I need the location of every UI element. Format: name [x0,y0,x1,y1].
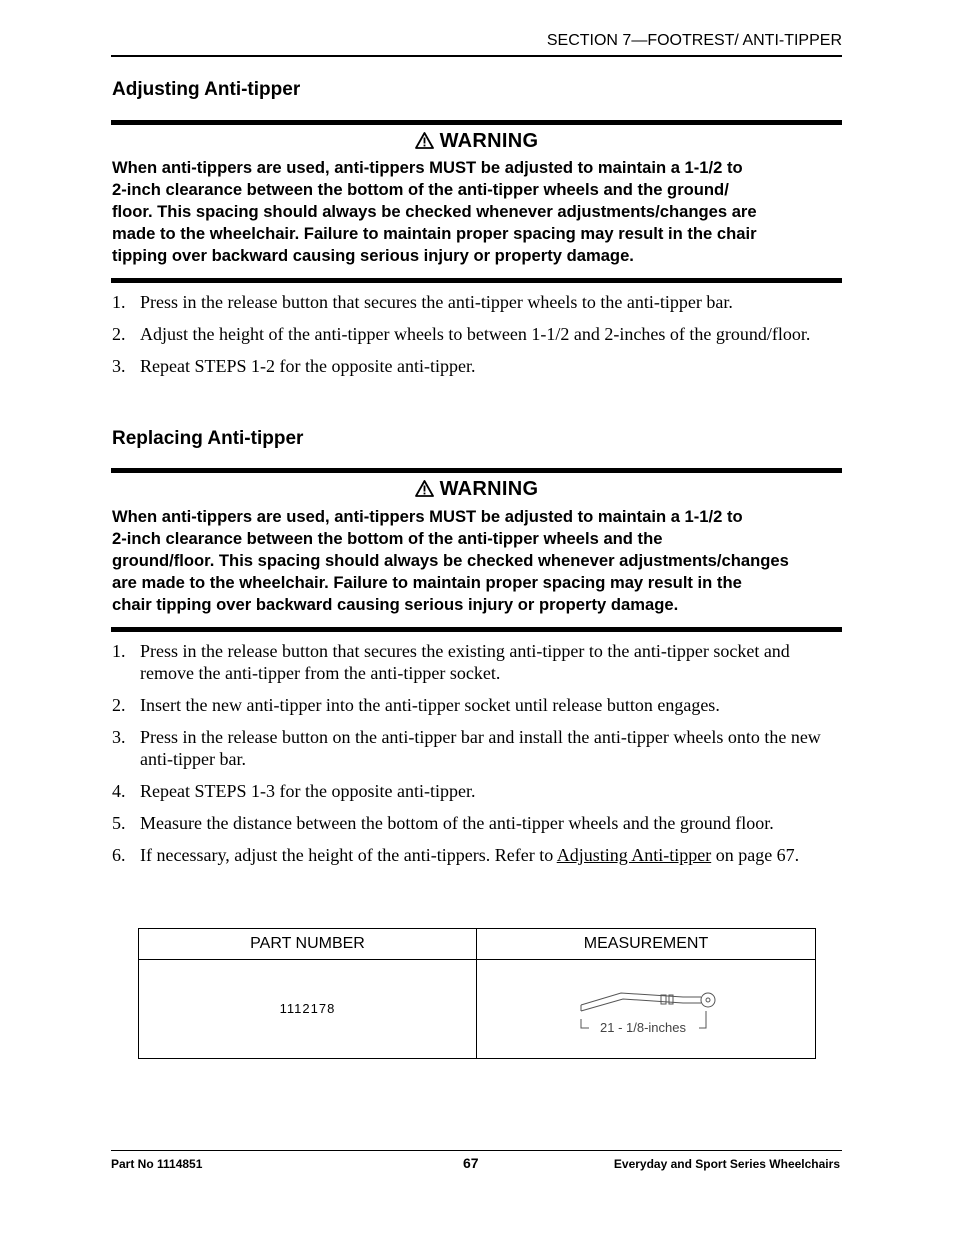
step-text: Repeat STEPS 1-3 for the opposite anti-tipper. [140,781,476,801]
warning-line: floor. This spacing should always be checked whenever adjustments/changes are [112,202,757,221]
warning-text [112,506,842,616]
step-text: Repeat STEPS 1-2 for the opposite anti-tipper. [140,356,476,376]
adjusting-anti-tipper-link[interactable]: Adjusting Anti-tipper [556,845,712,865]
warning-line: made to the wheelchair. Failure to maintain proper spacing may result in the chair [112,224,757,243]
step-number: 6. [112,845,126,865]
footer-part-number: Part No 1114851 [111,1157,203,1171]
footer-rule [111,1150,842,1151]
step-item [112,812,842,834]
warning-top-rule [111,468,842,473]
adjusting-steps [112,291,842,387]
table-header-row [139,929,816,960]
warning-top-rule [111,120,842,125]
warning-line: 2-inch clearance between the bottom of the anti-tipper wheels and the ground/ [112,180,729,199]
footer-title: Everyday and Sport Series Wheelchairs [613,1157,840,1171]
section-label: SECTION 7—FOOTREST/ ANTI-TIPPER [546,32,842,49]
measurement-label: 21 - 1/8-inches [600,1020,686,1035]
step-item [112,355,842,377]
step-text: Press in the release button that secures the anti-tipper wheels to the anti-tipper bar. [140,292,733,312]
step-text: on page 67. [711,845,800,865]
step-text: If necessary, adjust the height of the anti-tippers. Refer to [140,845,557,865]
step-item [112,323,842,345]
warning-line: When anti-tippers are used, anti-tippers MUST be adjusted to maintain a 1-1/2 to [112,158,743,177]
warning-bottom-rule [111,278,842,283]
step-number: 1. [112,641,126,661]
step-text: Insert the new anti-tipper into the anti-tipper socket until release button engages. [140,695,720,715]
header-rule [111,55,842,57]
replacing-steps [112,640,842,876]
part-number-cell [139,960,477,1059]
anti-tipper-bar-drawing [571,979,721,1039]
col-header-part-number: PART NUMBER [139,929,477,960]
step-text: Press in the release button on the anti-tipper bar and install the anti-tipper wheels onto the new anti-tipper bar. [140,727,821,769]
parts-table [138,928,816,1059]
warning-line: chair tipping over backward causing serious injury or property damage. [112,595,679,614]
warning-title-text: WARNING [439,130,539,152]
step-item [112,640,842,684]
warning-line: ground/floor. This spacing should always be checked whenever adjustments/changes [112,551,789,570]
page-number: 67 [463,1155,479,1171]
step-number: 1. [112,292,126,312]
step-number: 3. [112,727,126,747]
warning-title [111,478,842,501]
step-item [112,726,842,770]
warning-title [111,130,842,153]
step-text: Adjust the height of the anti-tipper wheels to between 1-1/2 and 2-inches of the ground/floor. [140,324,811,344]
step-item [112,291,842,313]
col-header-measurement: MEASUREMENT [477,929,816,960]
measurement-cell [477,960,816,1059]
warning-triangle-icon [415,132,434,149]
step-number: 3. [112,356,126,376]
step-item [112,780,842,802]
step-item [112,694,842,716]
warning-title-text: WARNING [439,478,539,500]
replacing-heading: Replacing Anti-tipper [112,428,304,449]
part-number: 1112178 [279,1001,336,1016]
warning-bottom-rule [111,627,842,632]
warning-line: tipping over backward causing serious injury or property damage. [112,246,634,265]
step-number: 5. [112,813,126,833]
warning-line: When anti-tippers are used, anti-tippers MUST be adjusted to maintain a 1-1/2 to [112,507,743,526]
step-text: Measure the distance between the bottom of the anti-tipper wheels and the ground floor. [140,813,774,833]
step-number: 2. [112,324,126,344]
step-item [112,844,842,866]
warning-triangle-icon [415,480,434,497]
warning-line: are made to the wheelchair. Failure to maintain proper spacing may result in the [112,573,742,592]
step-number: 4. [112,781,126,801]
warning-line: 2-inch clearance between the bottom of the anti-tipper wheels and the [112,529,663,548]
step-text: Press in the release button that secures the existing anti-tipper to the anti-tipper socket and remove the anti-tipper from the anti-tipper socket. [140,641,790,683]
adjusting-heading: Adjusting Anti-tipper [112,79,301,100]
table-row [139,960,816,1059]
step-number: 2. [112,695,126,715]
warning-text [112,157,842,267]
